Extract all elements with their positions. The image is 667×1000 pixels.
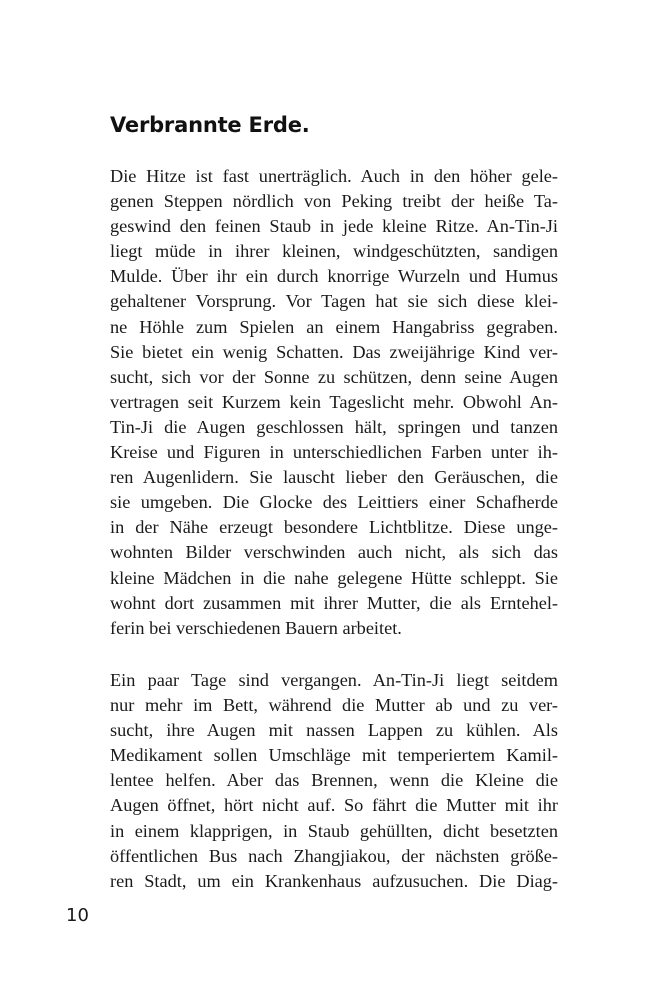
chapter-title: Verbrannte Erde. [110,113,310,137]
paragraph-2 [110,668,558,894]
text-line: Ein paar Tage sind vergangen. An-Tin-Ji liegt seitdem [110,670,558,690]
text-line: lentee helfen. Aber das Brennen, wenn die Kleine die [110,770,558,791]
text-line: ren Stadt, um ein Krankenhaus aufzusuchen. Die Diag- [110,870,558,891]
text-line: ne Höhle zum Spielen an einem Hangabriss gegraben. [110,316,558,337]
text-line: Die Hitze ist fast unerträglich. Auch in den höher gele- [110,166,558,186]
text-line: Mulde. Über ihr ein durch knorrige Wurzeln und Humus [110,266,558,287]
text-line: nur mehr im Bett, während die Mutter ab und zu ver- [110,695,558,716]
text-line: sucht, ihre Augen mit nassen Lappen zu kühlen. Als [110,720,558,741]
page-number: 10 [66,905,89,926]
text-line: liegt müde in ihrer kleinen, windgeschützten, sandigen [110,241,558,262]
text-line: kleine Mädchen in die nahe gelegene Hütte schleppt. Sie [110,567,558,588]
text-line: Augen öffnet, hört nicht auf. So fährt die Mutter mit ihr [110,795,558,816]
text-line: Kreise und Figuren in unterschiedlichen Farben unter ih- [110,442,558,463]
text-line: genen Steppen nördlich von Peking treibt der heiße Ta- [110,191,558,212]
text-line: Sie bietet ein wenig Schatten. Das zweijährige Kind ver- [110,341,558,362]
text-line: ren Augenlidern. Sie lauscht lieber den Geräuschen, die [110,467,558,488]
text-line: vertragen seit Kurzem kein Tageslicht mehr. Obwohl An- [110,391,558,412]
text-line: Medikament sollen Umschläge mit temperiertem Kamil- [110,745,558,766]
text-line: wohnten Bilder verschwinden auch nicht, als sich das [110,542,558,563]
text-line: sucht, sich vor der Sonne zu schützen, denn seine Augen [110,366,558,387]
text-line: geswind den feinen Staub in jede kleine Ritze. An-Tin-Ji [110,216,558,237]
text-line: Tin-Ji die Augen geschlossen hält, springen und tanzen [110,416,558,437]
text-line: gehaltener Vorsprung. Vor Tagen hat sie sich diese klei- [110,291,558,312]
text-line: in einem klapprigen, in Staub gehüllten, dicht besetzten [110,820,558,841]
paragraph-1 [110,164,558,641]
text-line: sie umgeben. Die Glocke des Leittiers einer Schafherde [110,492,558,513]
text-line: ferin bei verschiedenen Bauern arbeitet. [110,617,402,638]
text-line: in der Nähe erzeugt besondere Lichtblitze. Diese unge- [110,517,558,538]
text-line: wohnt dort zusammen mit ihrer Mutter, die als Erntehel- [110,592,558,613]
text-line: öffentlichen Bus nach Zhangjiakou, der nächsten größe- [110,845,558,866]
